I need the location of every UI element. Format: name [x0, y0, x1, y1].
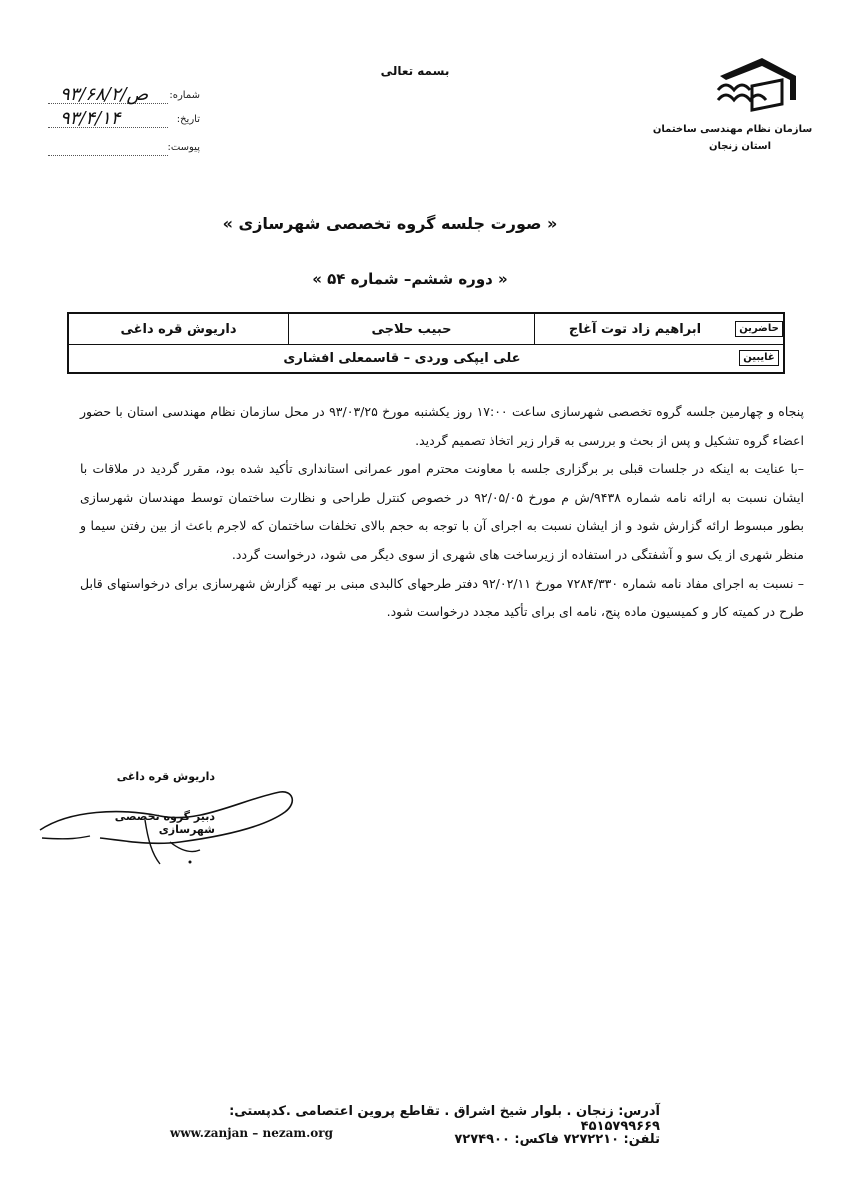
letter-attachment-line	[48, 155, 168, 156]
minutes-body	[80, 398, 804, 627]
absent-row	[69, 344, 783, 372]
letter-date-value: ۹۳/۴/۱۴	[60, 108, 121, 129]
present-label: حاضرین	[735, 321, 783, 337]
organization-logo	[712, 56, 802, 116]
signatory-title: دبیر گروه تخصصی شهرسازی	[114, 810, 215, 836]
body-paragraph-intro: پنجاه و چهارمین جلسه گروه تخصصی شهرسازی ساعت ۱۷:۰۰ روز یکشنبه مورخ ۹۳/۰۳/۲۵ در محل سازمان نظام مهندسی استان با حضور اعضاء گروه تشکیل و پس از بحث و بررسی به قرار زیر اتخاذ تصمیم گردید.	[80, 404, 804, 448]
document-title: « صورت جلسه گروه تخصصی شهرسازی »	[222, 214, 558, 233]
letter-date-row	[40, 108, 200, 130]
present-row	[69, 314, 783, 345]
present-member-2: حبیب حلاجی	[288, 314, 534, 344]
organization-province: استان زنجان	[708, 141, 772, 152]
bismillah-heading: بسمه تعالی	[380, 64, 450, 78]
letter-number-value: ۹۳/۶۸/ص/۲	[60, 84, 149, 105]
organization-name: سازمان نظام مهندسی ساختمان	[652, 124, 813, 135]
letter-attachment-row	[40, 140, 200, 158]
attendance-table	[67, 312, 785, 374]
present-label-cell	[735, 314, 783, 344]
body-paragraph-item-2: – نسبت به اجرای مفاد نامه شماره ۷۲۸۴/۳۳۰ مورخ ۹۲/۰۲/۱۱ دفتر طرحهای کالبدی مبنی بر تهیه گزارش شهرسازی برای درخواستهای قابل طرح در کمیته کار و کمیسیون ماده پنج، نامه ای برای تأکید مجدد درخواست شود.	[80, 575, 805, 620]
footer-phone-fax: تلفن: ۷۲۷۲۲۱۰ فاکس: ۷۲۷۴۹۰۰	[454, 1132, 660, 1147]
present-member-3: داریوش قره داغی	[120, 321, 237, 337]
absent-members: علی ایپکی وردی – قاسمعلی افشاری	[283, 350, 521, 366]
letter-number-row	[40, 84, 200, 106]
letter-date-label: تاریخ:	[176, 114, 200, 125]
letter-number-label: شماره:	[169, 90, 200, 101]
absent-label: غایبین	[739, 350, 779, 366]
body-paragraph-item-1: –با عنایت به اینکه در جلسات قبلی بر برگزاری جلسه با معاونت محترم امور عمرانی استانداری تأکید شده بود، مقرر گردید در ملاقات با ایشان نسبت به ارائه نامه شماره ۹۴۳۸/ش م مورخ ۹۲/۰۵/۰۵ در خصوص کنترل طراحی و نظارت ساختمان توسط مهندسان شهرسازی بطور مبسوط ارائه گزارش شود و از ایشان نسبت به اجرای آن با توجه به حجم بالای تخلفات ساختمان که لاجرم باعث از بین رفتن سیما و منظر شهری از یک سو و آشفتگی در استفاده از زیرساخت های شهری از سوی دیگر می شود، درخواست گردد.	[80, 461, 804, 562]
present-member-1: ابراهیم زاد توت آغاج	[534, 314, 735, 344]
document-subtitle: « دوره ششم– شماره ۵۴ »	[312, 270, 508, 288]
footer-website: www.zanjan – nezam.org	[170, 1126, 334, 1140]
absent-label-cell	[735, 344, 783, 372]
footer-address: آدرس: زنجان . بلوار شیخ اشراق . تقاطع پروین اعتصامی .کدپستی: ۴۵۱۵۷۹۹۶۶۹	[229, 1104, 660, 1134]
letter-attachment-label: پیوست:	[167, 142, 200, 153]
signatory-name: داریوش قره داغی	[116, 770, 215, 783]
